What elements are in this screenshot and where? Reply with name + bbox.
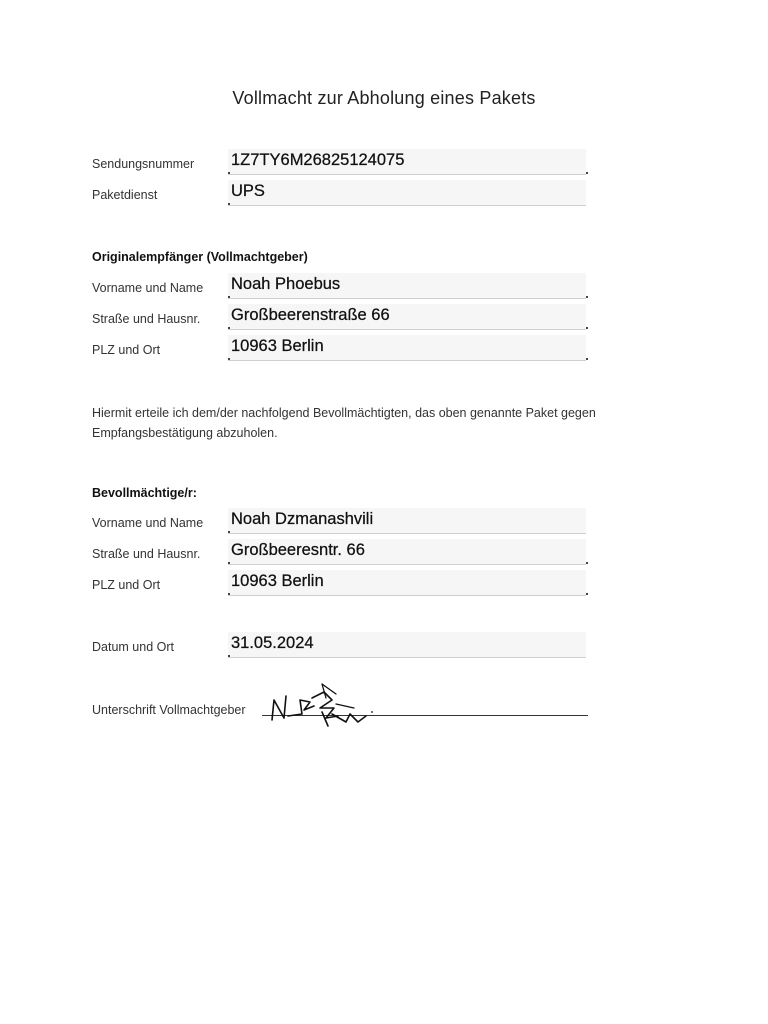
field-corner-mark [228, 358, 230, 360]
principal-city-field[interactable] [228, 335, 586, 361]
agent-city-field[interactable] [228, 570, 586, 596]
principal-street-field[interactable] [228, 304, 586, 330]
date-field[interactable] [228, 632, 586, 658]
principal-city-label: PLZ und Ort [92, 343, 161, 357]
field-corner-mark [228, 531, 230, 533]
field-corner-mark [586, 172, 588, 174]
carrier-field[interactable] [228, 180, 586, 206]
field-corner-mark [586, 296, 588, 298]
handwritten-signature [262, 678, 382, 734]
agent-city-label: PLZ und Ort [92, 578, 161, 592]
date-value: 31.05.2024 [231, 634, 314, 652]
date-label: Datum und Ort [92, 640, 174, 654]
authorization-text: Hiermit erteile ich dem/der nachfolgend Bevollmächtigten, das oben genannte Paket gegen Empfangsbestätigung abzuholen. [92, 406, 596, 440]
carrier-value: UPS [231, 182, 265, 200]
agent-name-value: Noah Dzmanashvili [231, 510, 374, 528]
field-corner-mark [228, 172, 230, 174]
agent-street-value: Großbeeresntr. 66 [231, 541, 365, 559]
tracking-number-label: Sendungsnummer [92, 157, 195, 171]
principal-street-label: Straße und Hausnr. [92, 312, 201, 326]
field-corner-mark [228, 562, 230, 564]
field-corner-mark [586, 358, 588, 360]
principal-heading: Originalempfänger (Vollmachtgeber) [92, 250, 308, 264]
field-corner-mark [228, 203, 230, 205]
agent-heading: Bevollmächtige/r: [92, 486, 197, 500]
signature-label: Unterschrift Vollmachtgeber [92, 703, 246, 717]
principal-name-label: Vorname und Name [92, 281, 204, 295]
principal-city-value: 10963 Berlin [231, 337, 324, 355]
agent-city-value: 10963 Berlin [231, 572, 324, 590]
page-title: Vollmacht zur Abholung eines Pakets [232, 88, 536, 108]
agent-name-label: Vorname und Name [92, 516, 204, 530]
field-corner-mark [586, 593, 588, 595]
carrier-label: Paketdienst [92, 188, 158, 202]
field-corner-mark [228, 327, 230, 329]
principal-name-field[interactable] [228, 273, 586, 299]
agent-name-field[interactable] [228, 508, 586, 534]
tracking-number-field[interactable] [228, 149, 586, 175]
field-corner-mark [586, 327, 588, 329]
agent-street-field[interactable] [228, 539, 586, 565]
tracking-number-value: 1Z7TY6M26825124075 [231, 151, 405, 169]
field-corner-mark [228, 593, 230, 595]
field-corner-mark [586, 562, 588, 564]
principal-street-value: Großbeerenstraße 66 [231, 306, 390, 324]
field-corner-mark [228, 655, 230, 657]
agent-street-label: Straße und Hausnr. [92, 547, 201, 561]
field-corner-mark [228, 296, 230, 298]
principal-name-value: Noah Phoebus [231, 275, 341, 293]
